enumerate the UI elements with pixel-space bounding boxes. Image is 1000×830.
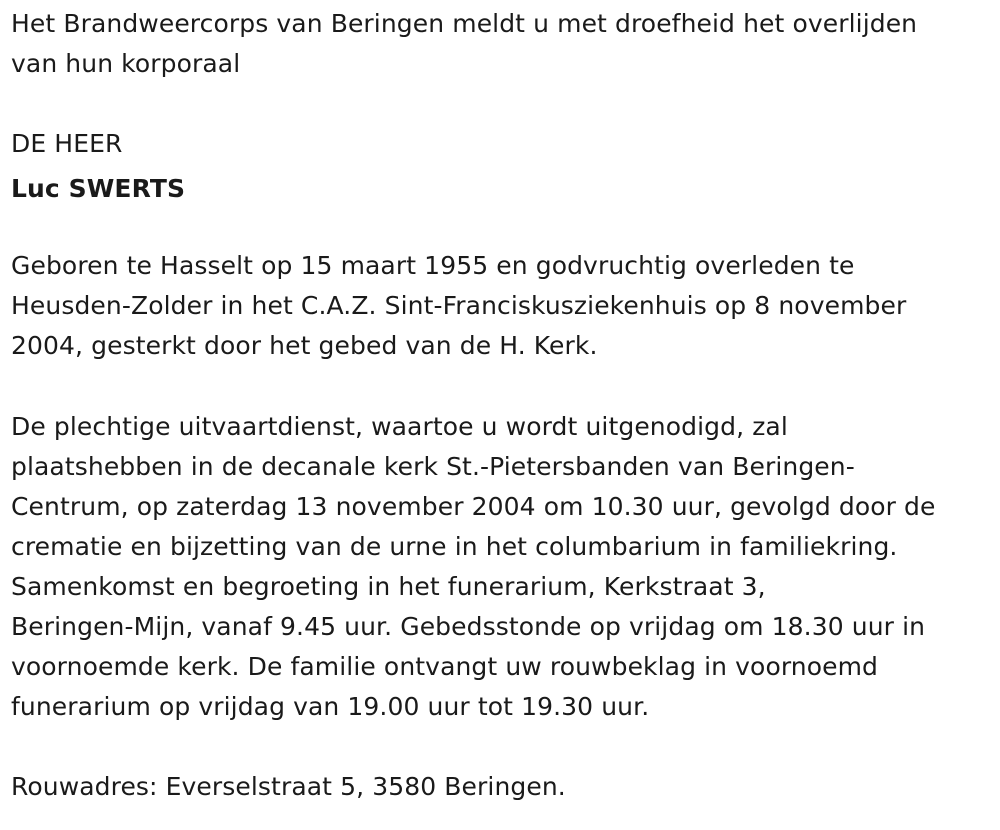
honorific-title: DE HEER: [11, 129, 123, 158]
spacer: [11, 366, 991, 407]
address-line: Rouwadres: Everselstraat 5, 3580 Beringen.: [11, 772, 566, 801]
intro-paragraph: Het Brandweercorps van Beringen meldt u met droefheid het overlijden van hun korporaal: [11, 9, 918, 78]
deceased-name: Luc SWERTS: [11, 174, 186, 203]
spacer: [11, 727, 991, 767]
death-announcement: [11, 4, 991, 807]
spacer: [11, 214, 991, 246]
spacer: [11, 84, 991, 124]
ceremony-paragraph: De plechtige uitvaartdienst, waartoe u wordt uitgenodigd, zal plaatshebben in de decanale kerk St.-Pietersbanden van Beringen- Centrum, op zaterdag 13 november 2004 om 10.30 uur, gevolgd door de crematie en bijzetting van de urne in het columbarium in familiekring. Samenkomst en begroeting in het funerarium, Kerkstraat 3, Beringen-Mijn, vanaf 9.45 uur. Gebedsstonde op vrijdag om 18.30 uur in voornoemde kerk. De familie ontvangt uw rouwbeklag in voornoemd funerarium op vrijdag van 19.00 uur tot 19.30 uur.: [11, 412, 936, 721]
birth-death-paragraph: Geboren te Hasselt op 15 maart 1955 en godvruchtig overleden te Heusden-Zolder in het C.A.Z. Sint-Franciskusziekenhuis op 8 november 2004, gesterkt door het gebed van de H. Kerk.: [11, 251, 907, 360]
